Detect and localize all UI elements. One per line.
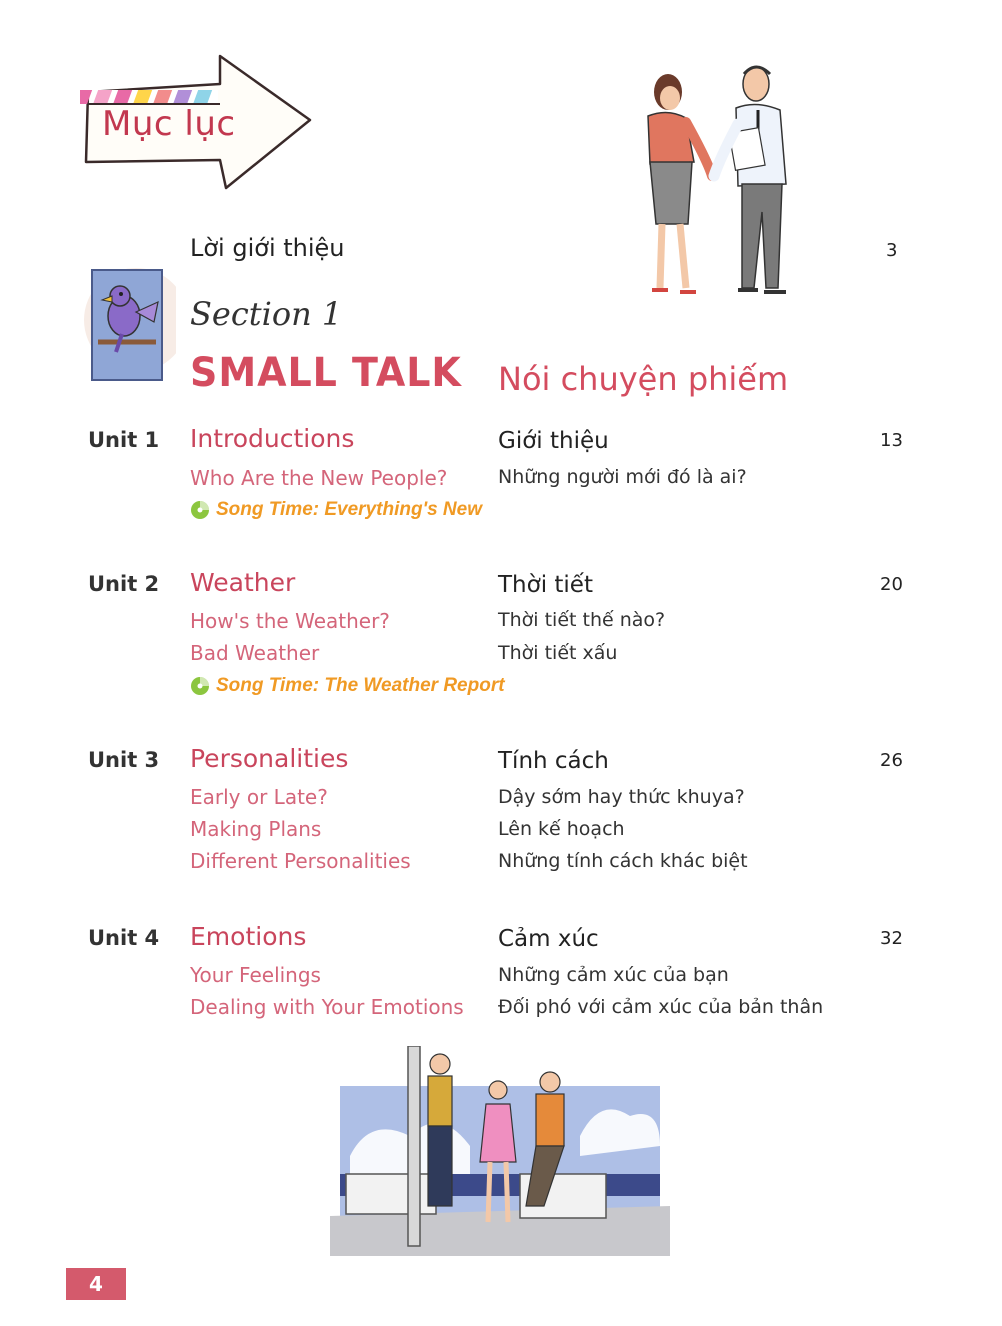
lesson-title-vi: Những cảm xúc của bạn bbox=[498, 964, 729, 986]
intro-label: Lời giới thiệu bbox=[190, 234, 345, 262]
section-title-en: SMALL TALK bbox=[190, 350, 462, 396]
song-title: Song Time: Everything's New bbox=[216, 499, 482, 520]
unit-title-en: Personalities bbox=[190, 744, 349, 773]
friends-chatting-illustration bbox=[330, 1046, 670, 1256]
lesson-title-vi: Lên kế hoạch bbox=[498, 818, 625, 840]
unit-label: Unit 3 bbox=[88, 748, 160, 772]
unit-title-vi: Giới thiệu bbox=[498, 428, 609, 454]
lesson-title-en: Different Personalities bbox=[190, 849, 411, 873]
lesson-title-en: Making Plans bbox=[190, 817, 322, 841]
lesson-title-en: How's the Weather? bbox=[190, 609, 390, 633]
unit-page-number: 13 bbox=[880, 430, 903, 451]
handshake-illustration bbox=[620, 52, 820, 302]
lesson-title-en: Early or Late? bbox=[190, 785, 328, 809]
section-title-vi: Nói chuyện phiếm bbox=[498, 360, 789, 398]
lesson-title-vi: Những tính cách khác biệt bbox=[498, 850, 748, 872]
unit-title-vi: Tính cách bbox=[498, 748, 609, 774]
lesson-title-vi: Dậy sớm hay thức khuya? bbox=[498, 786, 745, 808]
song-time bbox=[190, 499, 482, 521]
unit-label: Unit 2 bbox=[88, 572, 160, 596]
lesson-title-en: Bad Weather bbox=[190, 641, 320, 665]
parrot-illustration bbox=[76, 266, 176, 384]
unit-title-en: Introductions bbox=[190, 424, 355, 453]
lesson-title-en: Your Feelings bbox=[190, 963, 321, 987]
song-title: Song Time: The Weather Report bbox=[216, 675, 505, 696]
unit-title-en: Weather bbox=[190, 568, 296, 597]
lesson-title-vi: Những người mới đó là ai? bbox=[498, 466, 747, 488]
lesson-title-en: Dealing with Your Emotions bbox=[190, 995, 464, 1019]
intro-page-number: 3 bbox=[886, 240, 898, 261]
section-label: Section 1 bbox=[190, 295, 343, 333]
music-disc-icon bbox=[190, 500, 210, 520]
unit-label: Unit 4 bbox=[88, 926, 160, 950]
unit-title-en: Emotions bbox=[190, 922, 307, 951]
unit-page-number: 32 bbox=[880, 928, 903, 949]
lesson-title-vi: Thời tiết thế nào? bbox=[498, 609, 666, 631]
lesson-title-vi: Thời tiết xấu bbox=[498, 642, 618, 664]
unit-page-number: 26 bbox=[880, 750, 903, 771]
unit-label: Unit 1 bbox=[88, 428, 160, 452]
unit-title-vi: Thời tiết bbox=[498, 572, 593, 598]
unit-title-vi: Cảm xúc bbox=[498, 926, 599, 952]
unit-page-number: 20 bbox=[880, 574, 903, 595]
lesson-title-vi: Đối phó với cảm xúc của bản thân bbox=[498, 996, 824, 1018]
lesson-title-en: Who Are the New People? bbox=[190, 466, 448, 490]
page-number: 4 bbox=[66, 1268, 126, 1300]
page-title: Mục lục bbox=[102, 104, 236, 144]
song-time bbox=[190, 675, 505, 697]
music-disc-icon bbox=[190, 676, 210, 696]
